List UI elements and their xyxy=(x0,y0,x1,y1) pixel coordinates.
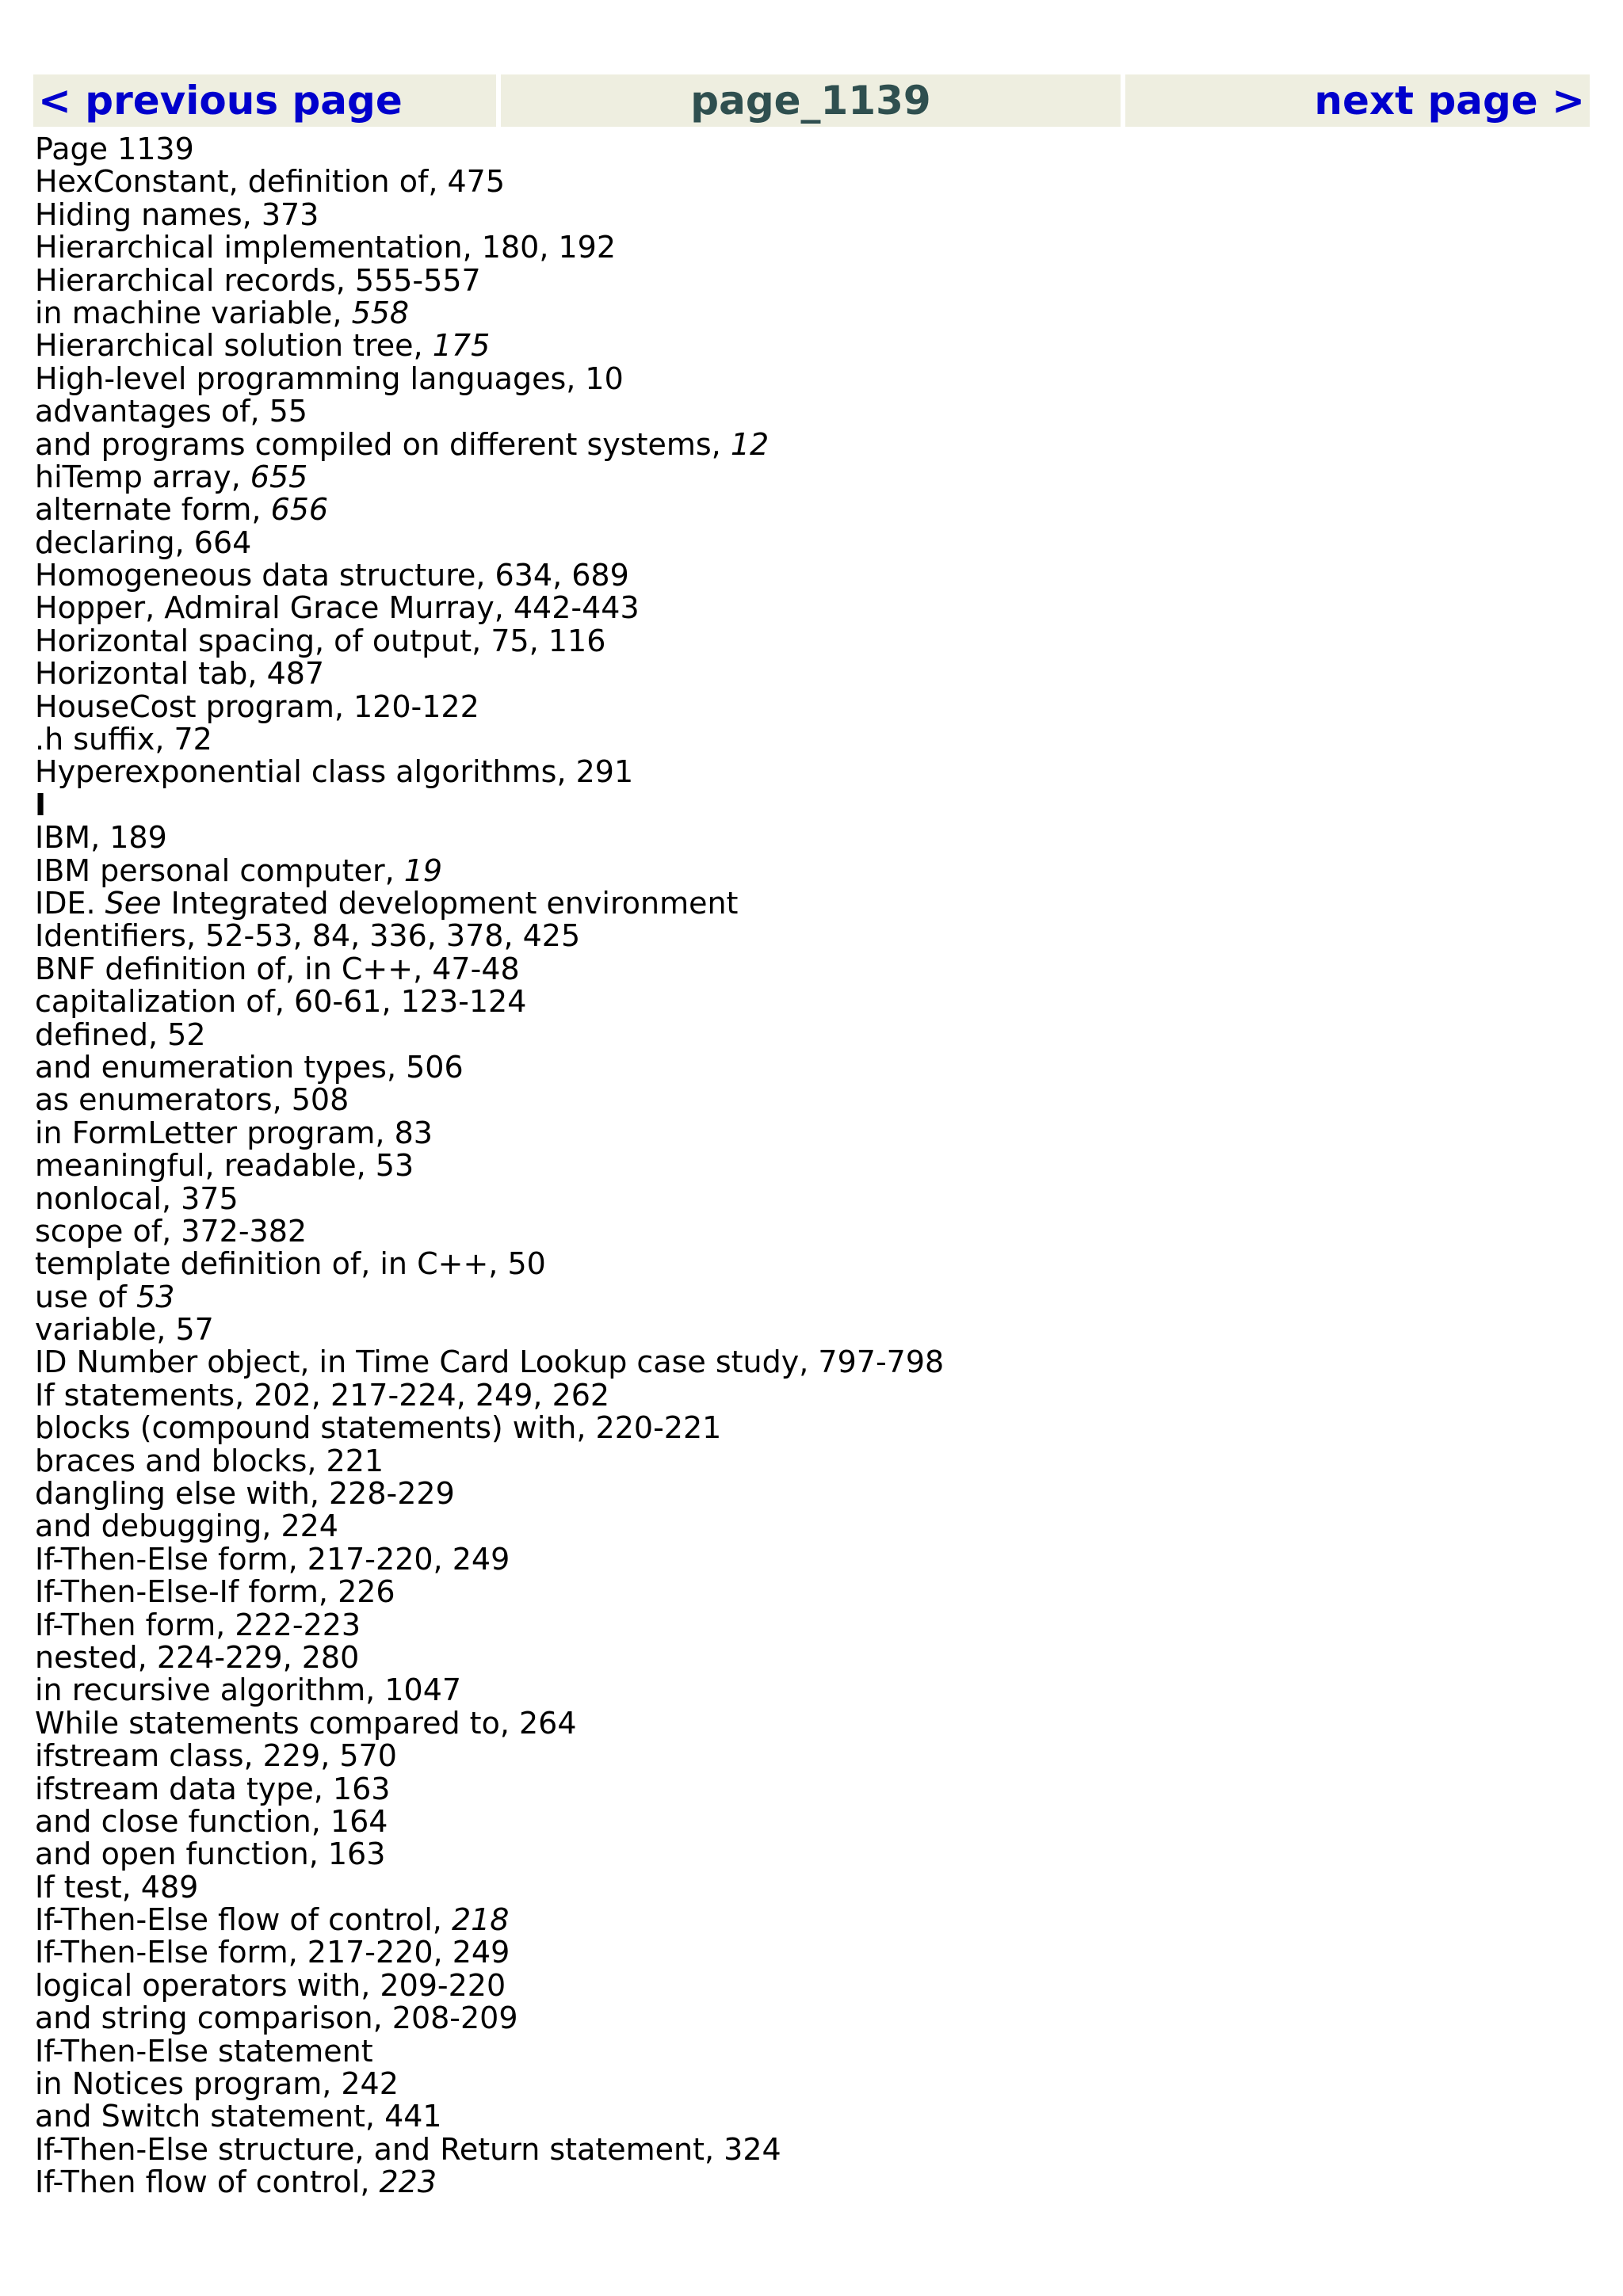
index-entry xyxy=(35,297,1588,330)
index-entry-page-ref: 218 xyxy=(451,1902,510,1938)
index-entry xyxy=(35,986,1588,1018)
index-entry xyxy=(35,1838,1588,1871)
index-entry xyxy=(35,852,1588,888)
index-entry-page-ref: 558 xyxy=(351,295,410,330)
index-entry xyxy=(35,1051,1588,1084)
index-entry xyxy=(35,1281,1588,1314)
index-entry-text: Identifiers, 52-53, 84, 336, 378, 425 xyxy=(35,918,581,954)
index-entry xyxy=(35,166,1588,198)
index-entry xyxy=(35,1803,1588,1839)
index-entry-text: If-Then form, 222-223 xyxy=(35,1607,361,1642)
index-entry xyxy=(35,723,1588,756)
previous-page-link[interactable]: < previous page xyxy=(38,78,403,124)
index-entry xyxy=(35,330,1588,362)
index-entry xyxy=(35,1445,1588,1478)
index-entry xyxy=(35,1543,1588,1576)
index-entry-text: Page 1139 xyxy=(35,132,194,166)
index-entry xyxy=(35,2002,1588,2035)
index-entry-text: If statements, 202, 217-224, 249, 262 xyxy=(35,1377,610,1413)
index-entry xyxy=(35,1707,1588,1740)
index-entry-text: capitalization of, 60-61, 123-124 xyxy=(35,984,527,1020)
index-entry xyxy=(35,1904,1588,1936)
index-entry xyxy=(35,1871,1588,1904)
index-entry-text: IBM, 189 xyxy=(35,820,167,856)
index-entry xyxy=(35,2166,1588,2199)
index-entry-page-ref: 53 xyxy=(136,1279,175,1314)
page-title: page_1139 xyxy=(501,74,1121,127)
index-entry-list xyxy=(35,133,1588,2199)
index-entry-text: If test, 489 xyxy=(35,1869,199,1905)
index-entry xyxy=(35,262,1588,298)
index-entry-page-ref: 656 xyxy=(270,492,329,528)
index-entry-text: .h suffix, 72 xyxy=(35,722,212,757)
index-entry-text: and open function, 163 xyxy=(35,1836,386,1872)
index-entry-text: as enumerators, 508 xyxy=(35,1082,349,1118)
index-entry xyxy=(35,1412,1588,1444)
index-entry-text: While statements compared to, 264 xyxy=(35,1705,577,1741)
index-entry xyxy=(35,953,1588,986)
index-entry xyxy=(35,2035,1588,2068)
index-entry-text: High-level programming languages, 10 xyxy=(35,360,624,396)
index-entry-text: hiTemp array, xyxy=(35,459,250,494)
index-entry-text: Integrated development environment xyxy=(161,885,739,921)
index-entry xyxy=(35,1674,1588,1707)
index-entry xyxy=(35,756,1588,788)
index-entry-text: If-Then flow of control, xyxy=(35,2164,380,2200)
index-entry xyxy=(35,625,1588,658)
index-entry xyxy=(35,1609,1588,1642)
index-entry-page-ref: 175 xyxy=(432,328,491,364)
index-entry xyxy=(35,524,1588,560)
index-entry-text: and close function, 164 xyxy=(35,1803,388,1839)
index-entry xyxy=(35,426,1588,462)
index-entry-text: in machine variable, xyxy=(35,295,352,330)
next-page-link[interactable]: next page > xyxy=(1314,78,1585,124)
index-entry xyxy=(35,360,1588,396)
index-entry xyxy=(35,2068,1588,2100)
index-entry xyxy=(35,1117,1588,1150)
index-entry xyxy=(35,592,1588,624)
index-entry-text: I xyxy=(35,787,47,822)
index-entry xyxy=(35,1379,1588,1412)
index-entry xyxy=(35,1740,1588,1772)
index-entry-text: alternate form, xyxy=(35,492,271,528)
index-entry xyxy=(35,688,1588,724)
index-entry xyxy=(35,461,1588,494)
nav-prev-cell xyxy=(33,74,496,127)
index-entry-page-ref: See xyxy=(105,885,162,921)
index-entry xyxy=(35,1180,1588,1216)
index-entry-text: IBM personal computer, xyxy=(35,852,404,888)
index-entry-text: If-Then-Else flow of control, xyxy=(35,1902,452,1938)
index-entry-text: use of xyxy=(35,1279,137,1314)
index-entry xyxy=(35,1314,1588,1346)
index-entry-text: and enumeration types, 506 xyxy=(35,1049,464,1085)
index-entry xyxy=(35,1967,1588,2003)
index-entry-text: HexConstant, definition of, 475 xyxy=(35,164,506,200)
index-entry xyxy=(35,1084,1588,1116)
index-entry-text: Horizontal tab, 487 xyxy=(35,656,325,692)
index-entry-text: logical operators with, 209-220 xyxy=(35,1967,506,2003)
index-entry xyxy=(35,1773,1588,1806)
index-entry-text: advantages of, 55 xyxy=(35,394,307,429)
index-entry-text: If-Then-Else structure, and Return statement, 324 xyxy=(35,2131,781,2167)
index-entry-text: blocks (compound statements) with, 220-221 xyxy=(35,1410,722,1446)
index-entry-text: ifstream class, 229, 570 xyxy=(35,1738,397,1774)
index-entry-text: BNF definition of, in C++, 47-48 xyxy=(35,951,520,986)
index-entry-text: Hiding names, 373 xyxy=(35,196,319,232)
index-entry-text: HouseCost program, 120-122 xyxy=(35,688,479,724)
index-entry-text: Horizontal spacing, of output, 75, 116 xyxy=(35,623,606,658)
index-entry-text: If-Then-Else-If form, 226 xyxy=(35,1574,395,1610)
nav-next-cell xyxy=(1125,74,1590,127)
index-entry-text: and programs compiled on different systems, xyxy=(35,426,731,462)
index-entry-page-ref: 12 xyxy=(730,426,769,462)
index-entry-text: defined, 52 xyxy=(35,1016,206,1052)
index-entry xyxy=(35,1478,1588,1510)
index-entry xyxy=(35,1248,1588,1280)
index-entry-page-ref: 223 xyxy=(379,2164,437,2200)
index-entry xyxy=(35,559,1588,592)
index-entry xyxy=(35,1346,1588,1379)
index-entry xyxy=(35,1510,1588,1543)
index-entry xyxy=(35,1215,1588,1248)
index-entry-text: and string comparison, 208-209 xyxy=(35,2000,518,2036)
page-navigation-bar xyxy=(33,74,1590,127)
index-entry-text: Hierarchical implementation, 180, 192 xyxy=(35,230,617,265)
index-entry xyxy=(35,231,1588,264)
index-entry xyxy=(35,2131,1588,2167)
index-entry-text: Hierarchical solution tree, xyxy=(35,328,433,364)
index-entry xyxy=(35,133,1588,166)
index-entry-text: If-Then-Else form, 217-220, 249 xyxy=(35,1541,510,1577)
index-entry xyxy=(35,920,1588,952)
index-entry xyxy=(35,658,1588,690)
index-entry-text: in FormLetter program, 83 xyxy=(35,1115,433,1150)
index-entry-text: Hopper, Admiral Grace Murray, 442-443 xyxy=(35,590,640,626)
index-entry-text: Hyperexponential class algorithms, 291 xyxy=(35,754,634,790)
index-entry-text: braces and blocks, 221 xyxy=(35,1443,384,1478)
index-entry-text: If-Then-Else statement xyxy=(35,2033,373,2069)
index-entry-page-ref: 655 xyxy=(250,459,308,494)
index-entry xyxy=(35,494,1588,526)
index-entry-text: and debugging, 224 xyxy=(35,1508,338,1544)
index-entry-text: declaring, 664 xyxy=(35,524,252,560)
index-entry-text: variable, 57 xyxy=(35,1312,214,1348)
index-entry-text: template definition of, in C++, 50 xyxy=(35,1246,546,1282)
index-entry xyxy=(35,887,1588,920)
index-entry-page-ref: 19 xyxy=(403,852,443,888)
index-entry-text: Hierarchical records, 555-557 xyxy=(35,262,481,298)
index-section-letter xyxy=(35,789,1588,822)
index-entry-text: meaningful, readable, 53 xyxy=(35,1148,414,1184)
index-entry xyxy=(35,822,1588,854)
index-entry xyxy=(35,2100,1588,2133)
index-entry xyxy=(35,1936,1588,1969)
index-entry-text: Homogeneous data structure, 634, 689 xyxy=(35,558,629,593)
index-entry-text: dangling else with, 228-229 xyxy=(35,1476,455,1512)
index-entry-text: in recursive algorithm, 1047 xyxy=(35,1672,462,1708)
index-entry-text: nested, 224-229, 280 xyxy=(35,1639,360,1675)
index-entry-text: nonlocal, 375 xyxy=(35,1180,239,1216)
index-entry xyxy=(35,196,1588,232)
index-entry xyxy=(35,1639,1588,1675)
index-entry-text: and Switch statement, 441 xyxy=(35,2099,442,2134)
index-entry xyxy=(35,1016,1588,1052)
index-entry-text: ifstream data type, 163 xyxy=(35,1771,391,1806)
index-entry-text: IDE. xyxy=(35,885,105,921)
index-entry-text: scope of, 372-382 xyxy=(35,1213,307,1249)
index-entry xyxy=(35,1576,1588,1608)
index-entry-text: If-Then-Else form, 217-220, 249 xyxy=(35,1935,510,1970)
index-entry-text: in Notices program, 242 xyxy=(35,2066,399,2102)
index-entry xyxy=(35,1150,1588,1182)
index-entry xyxy=(35,395,1588,428)
index-entry-text: ID Number object, in Time Card Lookup case study, 797-798 xyxy=(35,1344,945,1380)
